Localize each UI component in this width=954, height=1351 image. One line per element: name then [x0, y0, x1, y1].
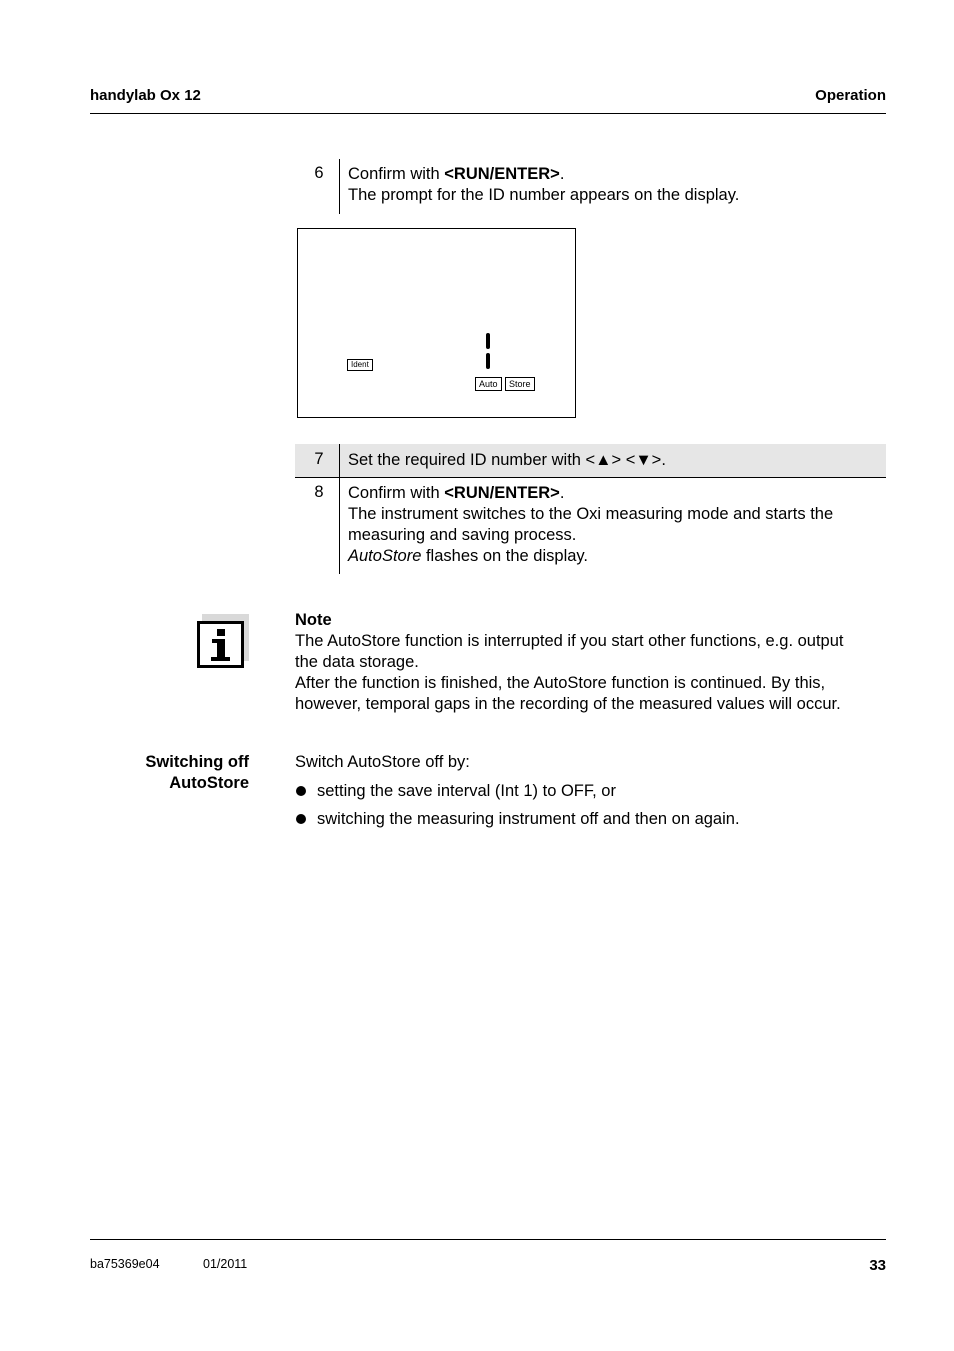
- step-8-line4: [348, 546, 833, 567]
- digit-segment-bottom: [486, 353, 490, 369]
- step-8-text: [348, 483, 833, 567]
- step-6-number: 6: [314, 164, 324, 182]
- display-store-label: Store: [505, 377, 535, 391]
- display-ident-label: Ident: [347, 359, 373, 371]
- bullet-item: switching the measuring instrument off and then on again.: [317, 810, 740, 828]
- step-8-prefix: Confirm with: [348, 484, 445, 502]
- page-number: 33: [869, 1257, 886, 1274]
- display-illustration: [297, 228, 576, 418]
- note-title: Note: [295, 611, 332, 629]
- step-6-key: <RUN/ENTER>: [444, 165, 560, 183]
- step-8-line1: [348, 483, 833, 504]
- heading-line1: Switching off: [145, 753, 249, 771]
- display-auto-label: Auto: [475, 377, 502, 391]
- digit-segment-top: [486, 333, 490, 349]
- step-7-number: 7: [314, 450, 324, 468]
- display-digit: [485, 333, 491, 369]
- bullet-dot: [296, 786, 306, 796]
- bullet-dot: [296, 814, 306, 824]
- step-6-line2: The prompt for the ID number appears on the display.: [348, 186, 740, 204]
- heading-line2: AutoStore: [169, 774, 249, 792]
- footer-rule: [90, 1239, 886, 1240]
- step-8-number: 8: [314, 483, 324, 501]
- step-8-suffix: .: [559, 484, 565, 502]
- step-8-line2: The instrument switches to the Oxi measuring mode and starts the: [348, 505, 834, 523]
- step-6-prefix: Confirm with: [348, 165, 445, 183]
- note-line: After the function is finished, the AutoStore function is continued. By this,: [295, 674, 826, 692]
- step-8-key: <RUN/ENTER>: [444, 484, 560, 502]
- step-8-line3: measuring and saving process.: [348, 526, 577, 544]
- footer-date: 01/2011: [203, 1257, 248, 1271]
- note-line: The AutoStore function is interrupted if you start other functions, e.g. output: [295, 632, 844, 650]
- info-icon: [197, 614, 249, 668]
- step-6-line1: [348, 164, 739, 185]
- step-7-divider: [339, 444, 340, 477]
- switching-off-heading: [145, 752, 249, 794]
- header-rule: [90, 113, 886, 114]
- switching-off-intro: Switch AutoStore off by:: [295, 753, 470, 771]
- step-8-autostore: AutoStore: [348, 547, 422, 565]
- step-6-text: [348, 164, 739, 206]
- step-7-rule: [295, 477, 886, 478]
- step-8-line4-rest: flashes on the display.: [421, 547, 589, 565]
- step-6-divider: [339, 159, 340, 214]
- step-8-divider: [339, 478, 340, 574]
- bullet-item: setting the save interval (Int 1) to OFF, or: [317, 782, 616, 800]
- note-line: however, temporal gaps in the recording of the measured values will occur.: [295, 695, 841, 713]
- note-block: [295, 610, 886, 715]
- step-7-text: Set the required ID number with <▲> <▼>.: [348, 451, 666, 469]
- header-title: handylab Ox 12: [90, 87, 201, 104]
- header-section: Operation: [815, 87, 886, 104]
- step-6-suffix: .: [559, 165, 565, 183]
- note-line: the data storage.: [295, 653, 419, 671]
- footer-doc-id: ba75369e04: [90, 1257, 160, 1271]
